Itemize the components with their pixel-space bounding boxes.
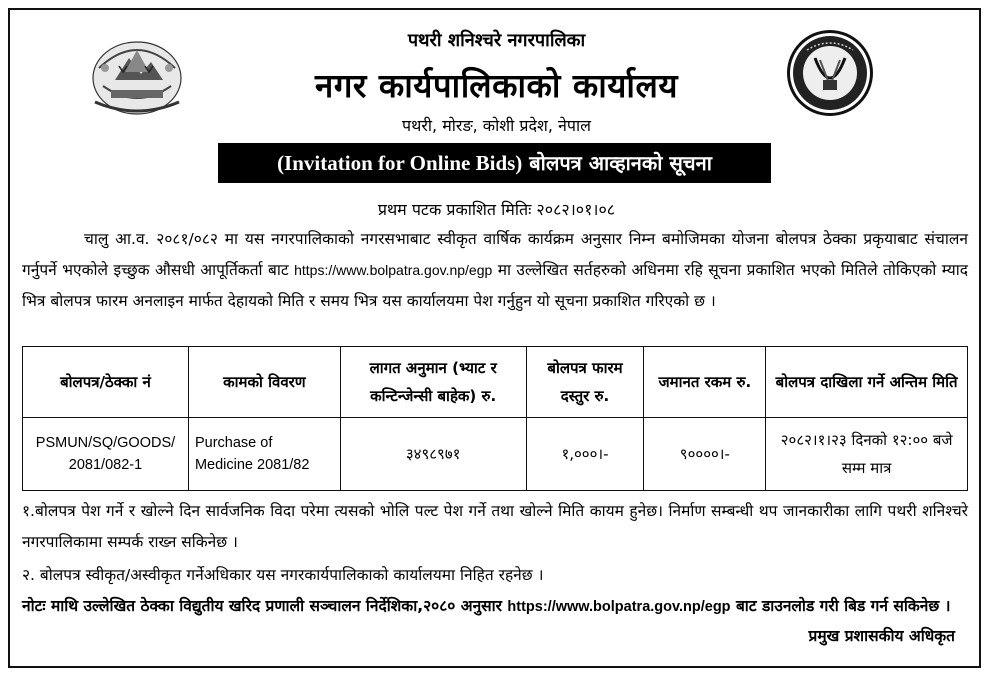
header-estimate: लागत अनुमान (भ्याट र कन्टिन्जेन्सी बाहेक) रु. <box>340 347 526 418</box>
header-form-fee: बोलपत्र फारम दस्तुर रु. <box>526 347 644 418</box>
cell-form-fee: १,०००।- <box>526 418 644 491</box>
note-3 <box>22 591 968 623</box>
table-row <box>23 418 968 491</box>
cell-bid-no: PSMUN/SQ/GOODS/ 2081/082-1 <box>23 418 189 491</box>
municipality-name: पथरी शनिश्चरे नगरपालिका <box>407 30 586 51</box>
signature-title: प्रमुख प्रशासकीय अधिकृत <box>808 627 955 645</box>
notice-banner <box>218 143 771 183</box>
note-3-text-2: बाट डाउनलोड गरी बिड गर्न सकिनेछ । <box>730 597 951 615</box>
intro-text-2: मा उल्लेखित सर्तहरुको अधिनमा रहि सूचना प्रकाशित भएको मितिले तोकिएको म्याद भित्र बोलपत्र फारम अनलाइन मार्फत देहायको मिति र समय भित्र यस कार्यालयमा पेश गर्नुहुन यो सूचना प्रकाशित गरिएको छ । <box>22 261 969 310</box>
intro-text-1: चालु आ.व. २०८१/०८२ मा यस नगरपालिकाको नगरसभाबाट स्वीकृत वार्षिक कार्यक्रम अनुसार निम्न बमोजिमका योजना बोलपत्र ठेक्का प्रकृयाबाट संचालन गर्नुपर्ने भएकोले इच्छुक औसधी आपूर्तिकर्ता बाट <box>22 230 968 279</box>
table-header-row <box>23 347 968 418</box>
bid-table <box>22 346 968 491</box>
cell-security: ९००००।- <box>644 418 766 491</box>
note-3-link[interactable]: https://www.bolpatra.gov.np/egp <box>507 599 731 615</box>
banner-nepali: बोलपत्र आव्हानको सूचना <box>529 151 712 175</box>
cell-estimate: ३४९८९७१ <box>340 418 526 491</box>
banner-english: (Invitation for Online Bids) <box>277 151 523 175</box>
publish-date: प्रथम पटक प्रकाशित मितिः २०८२।०१।०८ <box>377 200 616 219</box>
office-address: पथरी, मोरङ, कोशी प्रदेश, नेपाल <box>402 116 591 135</box>
intro-paragraph <box>22 224 968 317</box>
office-title: नगर कार्यपालिकाको कार्यालय <box>315 66 678 105</box>
header-deadline: बोलपत्र दाखिला गर्ने अन्तिम मिति <box>766 347 968 418</box>
cell-deadline: २०८२।१।२३ दिनको १२:०० बजे सम्म मात्र <box>766 418 968 491</box>
note-2: २. बोलपत्र स्वीकृत/अस्वीकृत गर्नेअधिकार यस नगरकार्यपालिकाको कार्यालयमा निहित रहनेछ । <box>22 566 544 584</box>
header-bid-no: बोलपत्र/ठेक्का नं <box>23 347 189 418</box>
header-description: कामको विवरण <box>188 347 340 418</box>
header-security: जमानत रकम रु. <box>644 347 766 418</box>
bolpatra-link[interactable]: https://www.bolpatra.gov.np/egp <box>294 262 493 278</box>
note-3-text-1: नोटः माथि उल्लेखित ठेक्का विद्युतीय खरिद प्रणाली सञ्चालन निर्देशिका,२०८० अनुसार <box>22 597 508 615</box>
cell-description: Purchase of Medicine 2081/82 <box>188 418 340 491</box>
note-1: १.बोलपत्र पेश गर्ने र खोल्ने दिन सार्वजनिक विदा परेमा त्यसको भोलि पल्ट पेश गर्ने तथा खोल्ने मिति कायम हुनेछ। निर्माण सम्बन्धी थप जानकारीका लागि पथरी शनिश्चरे नगरपालिकामा सम्पर्क राख्न सकिनेछ । <box>22 502 968 551</box>
